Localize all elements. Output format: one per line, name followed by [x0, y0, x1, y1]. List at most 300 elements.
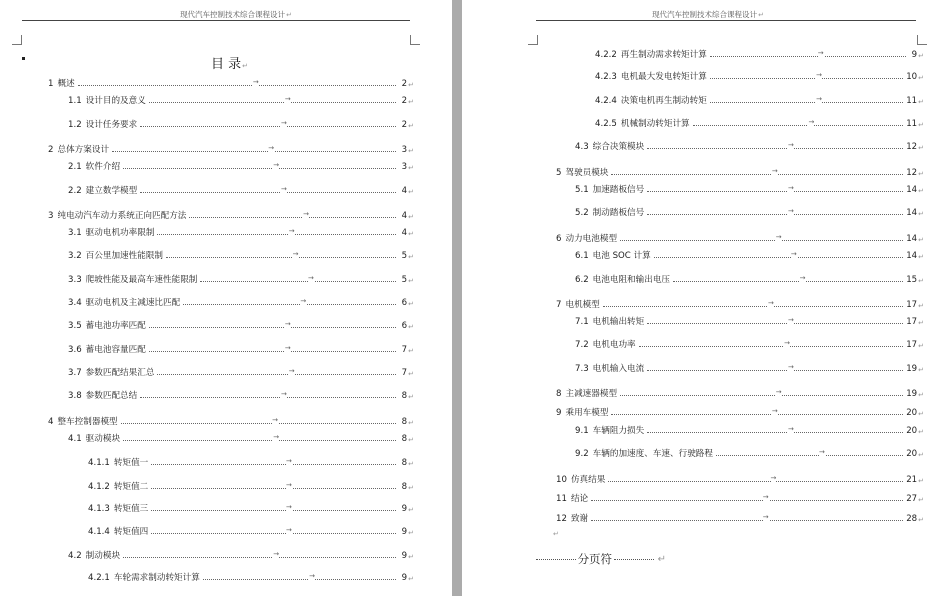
- toc-entry-page: 2: [401, 96, 408, 106]
- header-rule: [22, 20, 410, 21]
- tab-arrow-icon: →: [280, 119, 287, 127]
- paragraph-mark: ↵: [408, 188, 414, 196]
- toc-entry-number: 10: [556, 475, 567, 485]
- toc-entry[interactable]: [88, 525, 414, 537]
- paragraph-mark: ↵: [918, 52, 924, 60]
- paragraph-mark: ↵: [408, 347, 414, 355]
- page-break-label: 分页符: [577, 552, 613, 566]
- toc-entry[interactable]: [68, 94, 414, 106]
- toc-dot-leader: [151, 481, 396, 489]
- toc-entry-page: 4: [401, 186, 408, 196]
- toc-entry-number: 5.2: [575, 208, 589, 218]
- toc-dot-leader: [140, 390, 396, 398]
- toc-entry[interactable]: [575, 338, 924, 350]
- paragraph-mark: ↵: [408, 436, 414, 444]
- toc-dot-leader: [620, 388, 903, 396]
- toc-entry-page: 7: [401, 368, 408, 378]
- toc-entry-label: 驱动电机及主减速比匹配: [85, 298, 181, 308]
- toc-dot-leader: [654, 250, 903, 258]
- paragraph-mark: ↵: [918, 187, 924, 195]
- paragraph-mark: ↵: [408, 122, 414, 130]
- toc-entry-number: 3.4: [68, 298, 82, 308]
- toc-entry-number: 7.1: [575, 317, 589, 327]
- toc-entry-label: 电池电阻和输出电压: [592, 275, 671, 285]
- toc-dot-leader: [123, 550, 396, 558]
- toc-entry-label: 爬坡性能及最高车速性能限制: [85, 275, 198, 285]
- toc-entry-label: 建立数学模型: [85, 186, 138, 196]
- toc-entry[interactable]: [68, 249, 414, 261]
- toc-dot-leader: [639, 339, 904, 347]
- toc-entry-label: 机械制动转矩计算: [620, 119, 690, 129]
- toc-entry-page: 20: [906, 426, 918, 436]
- toc-entry[interactable]: [556, 387, 924, 399]
- toc-entry-label: 设计目的及意义: [85, 96, 146, 106]
- toc-entry-label: 再生制动需求转矩计算: [620, 50, 707, 60]
- toc-entry-page: 20: [906, 408, 918, 418]
- toc-entry-page: 8: [401, 482, 408, 492]
- toc-dot-leader: [157, 227, 396, 235]
- toc-entry-label: 软件介绍: [85, 162, 121, 172]
- toc-entry[interactable]: [48, 143, 414, 155]
- toc-entry-page: 12: [906, 142, 918, 152]
- paragraph-mark: ↵: [918, 366, 924, 374]
- toc-dot-leader: [140, 119, 396, 127]
- toc-entry[interactable]: [48, 77, 414, 89]
- toc-entry[interactable]: [556, 298, 924, 310]
- toc-entry[interactable]: [68, 118, 414, 130]
- toc-entry-page: 8: [401, 391, 408, 401]
- toc-entry-page: 14: [906, 208, 918, 218]
- toc-entry-page: 9: [911, 50, 918, 60]
- tab-arrow-icon: →: [280, 390, 287, 398]
- toc-entry-page: 5: [401, 251, 408, 261]
- toc-entry-label: 驾驶员模块: [565, 168, 609, 178]
- paragraph-mark: ↵: [408, 164, 414, 172]
- toc-dot-leader: [611, 407, 903, 415]
- toc-entry-number: 4.2.2: [595, 50, 617, 60]
- toc-entry-page: 8: [401, 458, 408, 468]
- paragraph-bullet: [22, 57, 25, 60]
- toc-entry-label: 整车控制器模型: [57, 417, 118, 427]
- toc-entry-page: 28: [906, 514, 918, 524]
- paragraph-mark: ↵: [918, 121, 924, 129]
- toc-dot-leader: [693, 118, 904, 126]
- toc-dot-leader: [78, 78, 396, 86]
- toc-entry-label: 驱动模块: [85, 434, 121, 444]
- margin-corner-mark: [410, 35, 420, 45]
- toc-entry-number: 4.1.2: [88, 482, 110, 492]
- toc-entry[interactable]: [595, 117, 924, 129]
- margin-corner-mark: [528, 35, 538, 45]
- tab-arrow-icon: →: [816, 95, 823, 103]
- toc-entry-page: 10: [906, 72, 918, 82]
- toc-entry-label: 决策电机再生制动转矩: [620, 96, 707, 106]
- toc-dot-leader: [647, 316, 903, 324]
- margin-corner-mark: [12, 35, 22, 45]
- toc-entry-number: 11: [556, 494, 567, 504]
- toc-dot-leader: [149, 320, 396, 328]
- toc-entry-label: 转矩值三: [113, 504, 149, 514]
- paragraph-mark: ↵: [408, 393, 414, 401]
- toc-entry-page: 14: [906, 251, 918, 261]
- tab-arrow-icon: →: [300, 297, 307, 305]
- paragraph-mark: ↵: [918, 391, 924, 399]
- toc-dot-leader: [123, 161, 396, 169]
- toc-entry-label: 结论: [570, 494, 589, 504]
- paragraph-mark: ↵: [408, 529, 414, 537]
- toc-entry-number: 6: [556, 234, 562, 244]
- toc-dot-leader: [157, 367, 396, 375]
- toc-entry-label: 电机输出转矩: [592, 317, 645, 327]
- toc-entry-number: 3.8: [68, 391, 82, 401]
- toc-entry-label: 主减速器模型: [565, 389, 618, 399]
- tab-arrow-icon: →: [285, 503, 292, 511]
- toc-entry-label: 电机电功率: [592, 340, 636, 350]
- toc-entry-number: 4.2.1: [88, 573, 110, 583]
- tab-arrow-icon: →: [775, 233, 782, 241]
- paragraph-mark: ↵: [918, 410, 924, 418]
- toc-dot-leader: [608, 474, 903, 482]
- toc-dot-leader: [189, 210, 396, 218]
- toc-entry-page: 12: [906, 168, 918, 178]
- toc-entry[interactable]: [68, 319, 414, 331]
- paragraph-mark: ↵: [918, 342, 924, 350]
- toc-entry-label: 仿真结果: [570, 475, 606, 485]
- tab-arrow-icon: →: [292, 250, 299, 258]
- tab-arrow-icon: →: [284, 344, 291, 352]
- toc-entry-number: 3.1: [68, 228, 82, 238]
- toc-entry[interactable]: [556, 232, 924, 244]
- toc-entry-page: 4: [401, 228, 408, 238]
- toc-entry-number: 3.7: [68, 368, 82, 378]
- separator-dots: [614, 559, 654, 560]
- toc-entry-number: 2.2: [68, 186, 82, 196]
- toc-entry-number: 8: [556, 389, 562, 399]
- tab-arrow-icon: →: [308, 274, 314, 282]
- tab-arrow-icon: →: [273, 161, 280, 169]
- toc-entry-page: 4: [401, 211, 408, 221]
- toc-entry-label: 参数匹配总结: [85, 391, 138, 401]
- toc-entry-page: 14: [906, 234, 918, 244]
- toc-entry-number: 9: [556, 408, 562, 418]
- toc-entry-label: 车轮需求制动转矩计算: [113, 573, 200, 583]
- toc-entry-number: 1: [48, 79, 54, 89]
- toc-dot-leader: [710, 95, 903, 103]
- toc-entry-page: 14: [906, 185, 918, 195]
- toc-dot-leader: [647, 207, 903, 215]
- toc-entry[interactable]: [68, 432, 414, 444]
- toc-entry[interactable]: [556, 473, 924, 485]
- tab-arrow-icon: →: [771, 167, 778, 175]
- toc-entry-label: 电机模型: [565, 300, 600, 310]
- paragraph-mark: ↵: [918, 516, 924, 524]
- page-header: 现代汽车控制技术综合课程设计↵: [180, 10, 292, 19]
- empty-paragraph-mark: ↵: [553, 530, 559, 538]
- tab-arrow-icon: →: [762, 513, 769, 521]
- toc-entry-label: 转矩值一: [113, 458, 149, 468]
- toc-entry-number: 2: [48, 145, 54, 155]
- toc-dot-leader: [603, 299, 903, 307]
- toc-dot-leader: [620, 233, 903, 241]
- toc-entry-number: 7.3: [575, 364, 589, 374]
- toc-entry-label: 加速踏板信号: [592, 185, 645, 195]
- paragraph-mark: ↵: [918, 319, 924, 327]
- toc-entry-label: 乘用车模型: [565, 408, 609, 418]
- separator-dots: [536, 559, 576, 560]
- paragraph-mark: ↵: [408, 147, 414, 155]
- tab-arrow-icon: →: [818, 448, 825, 456]
- toc-dot-leader: [151, 457, 396, 465]
- toc-entry-page: 5: [401, 275, 408, 285]
- toc-dot-leader: [112, 144, 396, 152]
- paragraph-mark: ↵: [408, 98, 414, 106]
- toc-entry[interactable]: [68, 184, 414, 196]
- paragraph-mark: ↵: [918, 144, 924, 152]
- tab-arrow-icon: →: [788, 316, 794, 324]
- toc-entry[interactable]: [88, 571, 414, 583]
- toc-entry-page: 21: [906, 475, 918, 485]
- paragraph-mark: ↵: [408, 419, 414, 427]
- toc-entry-page: 9: [401, 551, 408, 561]
- toc-entry-number: 3.5: [68, 321, 82, 331]
- paragraph-mark: ↵: [918, 210, 924, 218]
- toc-entry-number: 4.1.4: [88, 527, 110, 537]
- paragraph-mark: ↵: [408, 213, 414, 221]
- paragraph-mark: ↵: [918, 236, 924, 244]
- tab-arrow-icon: →: [770, 474, 777, 482]
- paragraph-mark: ↵: [918, 477, 924, 485]
- paragraph-mark: ↵: [918, 98, 924, 106]
- paragraph-mark: ↵: [408, 484, 414, 492]
- toc-entry-page: 27: [906, 494, 918, 504]
- toc-dot-leader: [647, 425, 903, 433]
- toc-entry-number: 3: [48, 211, 54, 221]
- toc-entry[interactable]: [595, 70, 924, 82]
- toc-entry-page: 9: [401, 527, 408, 537]
- toc-dot-leader: [166, 250, 396, 258]
- paragraph-mark: ↵: [408, 370, 414, 378]
- toc-dot-leader: [673, 274, 903, 282]
- tab-arrow-icon: →: [288, 367, 295, 375]
- toc-entry-page: 8: [401, 417, 408, 427]
- page-header: 现代汽车控制技术综合课程设计↵: [652, 10, 764, 19]
- toc-entry-label: 蓄电池容量匹配: [85, 345, 146, 355]
- toc-entry[interactable]: [68, 226, 414, 238]
- toc-entry[interactable]: [68, 366, 414, 378]
- toc-entry-page: 7: [401, 345, 408, 355]
- toc-dot-leader: [611, 167, 903, 175]
- toc-entry[interactable]: [575, 315, 924, 327]
- tab-arrow-icon: →: [273, 433, 280, 441]
- toc-entry-number: 1.2: [68, 120, 82, 130]
- toc-entry-number: 4.1: [68, 434, 82, 444]
- toc-entry-label: 车辆阻力损失: [592, 426, 645, 436]
- toc-entry-label: 电机最大发电转矩计算: [620, 72, 707, 82]
- tab-arrow-icon: →: [788, 363, 794, 371]
- toc-entry-page: 15: [906, 275, 918, 285]
- paragraph-mark: ↵: [918, 496, 924, 504]
- toc-dot-leader: [203, 572, 396, 580]
- paragraph-mark: ↵: [657, 553, 667, 565]
- tab-arrow-icon: →: [285, 526, 292, 534]
- toc-entry-label: 动力电池模型: [565, 234, 618, 244]
- tab-arrow-icon: →: [817, 49, 824, 57]
- page-gutter: [452, 0, 462, 596]
- toc-entry-number: 4.1.1: [88, 458, 110, 468]
- toc-entry-label: 设计任务要求: [85, 120, 138, 130]
- paragraph-mark: ↵: [918, 451, 924, 459]
- toc-entry-page: 9: [401, 504, 408, 514]
- toc-entry[interactable]: [575, 249, 924, 261]
- toc-entry[interactable]: [556, 492, 924, 504]
- toc-entry[interactable]: [68, 160, 414, 172]
- tab-arrow-icon: →: [790, 250, 797, 258]
- tab-arrow-icon: →: [771, 407, 778, 415]
- toc-entry-number: 4: [48, 417, 54, 427]
- paragraph-mark: ↵: [918, 277, 924, 285]
- tab-arrow-icon: →: [303, 210, 309, 218]
- tab-arrow-icon: →: [284, 95, 291, 103]
- paragraph-mark: ↵: [408, 277, 414, 285]
- toc-entry-number: 5: [556, 168, 562, 178]
- toc-entry-number: 3.2: [68, 251, 82, 261]
- tab-arrow-icon: →: [762, 493, 769, 501]
- tab-arrow-icon: →: [784, 339, 791, 347]
- tab-arrow-icon: →: [799, 274, 806, 282]
- toc-entry-label: 转矩值四: [113, 527, 149, 537]
- paragraph-mark: ↵: [408, 460, 414, 468]
- tab-arrow-icon: →: [309, 572, 316, 580]
- tab-arrow-icon: →: [284, 320, 291, 328]
- toc-entry[interactable]: [595, 94, 924, 106]
- tab-arrow-icon: →: [280, 185, 287, 193]
- toc-entry-number: 4.2: [68, 551, 82, 561]
- toc-entry-page: 3: [401, 162, 408, 172]
- toc-entry[interactable]: [575, 183, 924, 195]
- header-rule: [536, 20, 916, 21]
- toc-entry-label: 车辆的加速度、车速、行驶路程: [592, 449, 713, 459]
- document-page-right: [462, 0, 944, 596]
- toc-entry-number: 2.1: [68, 162, 82, 172]
- toc-entry[interactable]: [68, 389, 414, 401]
- toc-dot-leader: [647, 184, 903, 192]
- toc-entry[interactable]: [575, 424, 924, 436]
- toc-entry-page: 11: [906, 119, 918, 129]
- page-break-separator: [536, 551, 666, 567]
- toc-entry-number: 12: [556, 514, 567, 524]
- toc-entry-number: 4.3: [575, 142, 589, 152]
- tab-arrow-icon: →: [285, 481, 292, 489]
- toc-entry-number: 5.1: [575, 185, 589, 195]
- paragraph-mark: ↵: [918, 302, 924, 310]
- toc-entry[interactable]: [68, 273, 414, 285]
- toc-dot-leader: [591, 513, 903, 521]
- toc-entry-number: 4.2.4: [595, 96, 617, 106]
- paragraph-mark: ↵: [918, 428, 924, 436]
- toc-entry[interactable]: [88, 456, 414, 468]
- toc-entry-label: 纯电动汽车动力系统正向匹配方法: [57, 211, 187, 221]
- toc-entry-label: 电机输入电流: [592, 364, 645, 374]
- tab-arrow-icon: →: [252, 78, 259, 86]
- toc-entry-label: 制动踏板信号: [592, 208, 645, 218]
- toc-dot-leader: [200, 274, 396, 282]
- toc-entry-page: 20: [906, 449, 918, 459]
- toc-dot-leader: [716, 448, 903, 456]
- toc-entry[interactable]: [88, 480, 414, 492]
- toc-entry[interactable]: [575, 447, 924, 459]
- toc-entry-page: 6: [401, 321, 408, 331]
- tab-arrow-icon: →: [816, 71, 823, 79]
- toc-entry-label: 转矩值二: [113, 482, 149, 492]
- paragraph-mark: ↵: [408, 323, 414, 331]
- toc-entry[interactable]: [48, 415, 414, 427]
- tab-arrow-icon: →: [788, 207, 794, 215]
- toc-entry-label: 制动模块: [85, 551, 121, 561]
- toc-entry-number: 7.2: [575, 340, 589, 350]
- toc-entry-number: 7: [556, 300, 562, 310]
- toc-dot-leader: [149, 344, 396, 352]
- toc-entry-page: 17: [906, 300, 918, 310]
- tab-arrow-icon: →: [788, 184, 794, 192]
- tab-arrow-icon: →: [273, 550, 280, 558]
- toc-entry-number: 4.1.3: [88, 504, 110, 514]
- toc-entry-number: 9.2: [575, 449, 589, 459]
- toc-dot-leader: [149, 95, 396, 103]
- toc-entry[interactable]: [68, 296, 414, 308]
- toc-entry-label: 电池 SOC 计算: [592, 251, 651, 261]
- toc-entry[interactable]: [68, 549, 414, 561]
- toc-entry-number: 3.6: [68, 345, 82, 355]
- toc-entry[interactable]: [556, 406, 924, 418]
- toc-dot-leader: [710, 71, 903, 79]
- toc-entry[interactable]: [556, 512, 924, 524]
- toc-entry[interactable]: [88, 502, 414, 514]
- toc-entry-number: 4.2.5: [595, 119, 617, 129]
- toc-dot-leader: [151, 503, 396, 511]
- toc-entry-page: 17: [906, 340, 918, 350]
- toc-dot-leader: [121, 416, 396, 424]
- toc-entry[interactable]: [575, 206, 924, 218]
- toc-entry-number: 3.3: [68, 275, 82, 285]
- toc-dot-leader: [183, 297, 396, 305]
- toc-entry[interactable]: [556, 166, 924, 178]
- toc-entry-label: 致谢: [570, 514, 589, 524]
- toc-dot-leader: [647, 141, 903, 149]
- tab-arrow-icon: →: [768, 299, 774, 307]
- toc-entry[interactable]: [68, 343, 414, 355]
- toc-entry[interactable]: [575, 362, 924, 374]
- toc-entry-number: 6.1: [575, 251, 589, 261]
- toc-title: 目 录↵: [211, 57, 249, 72]
- toc-entry-label: 驱动电机功率限制: [85, 228, 155, 238]
- toc-entry-page: 19: [906, 389, 918, 399]
- toc-entry[interactable]: [575, 140, 924, 152]
- toc-dot-leader: [591, 493, 903, 501]
- toc-entry-page: 3: [401, 145, 408, 155]
- toc-entry[interactable]: [575, 273, 924, 285]
- toc-dot-leader: [140, 185, 396, 193]
- toc-entry-number: 4.2.3: [595, 72, 617, 82]
- paragraph-mark: ↵: [918, 170, 924, 178]
- tab-arrow-icon: →: [808, 118, 815, 126]
- paragraph-mark: ↵: [408, 253, 414, 261]
- document-page-left: [0, 0, 452, 596]
- toc-entry-page: 6: [401, 298, 408, 308]
- toc-entry[interactable]: [595, 48, 924, 60]
- toc-entry[interactable]: [48, 209, 414, 221]
- toc-entry-page: 17: [906, 317, 918, 327]
- toc-dot-leader: [123, 433, 396, 441]
